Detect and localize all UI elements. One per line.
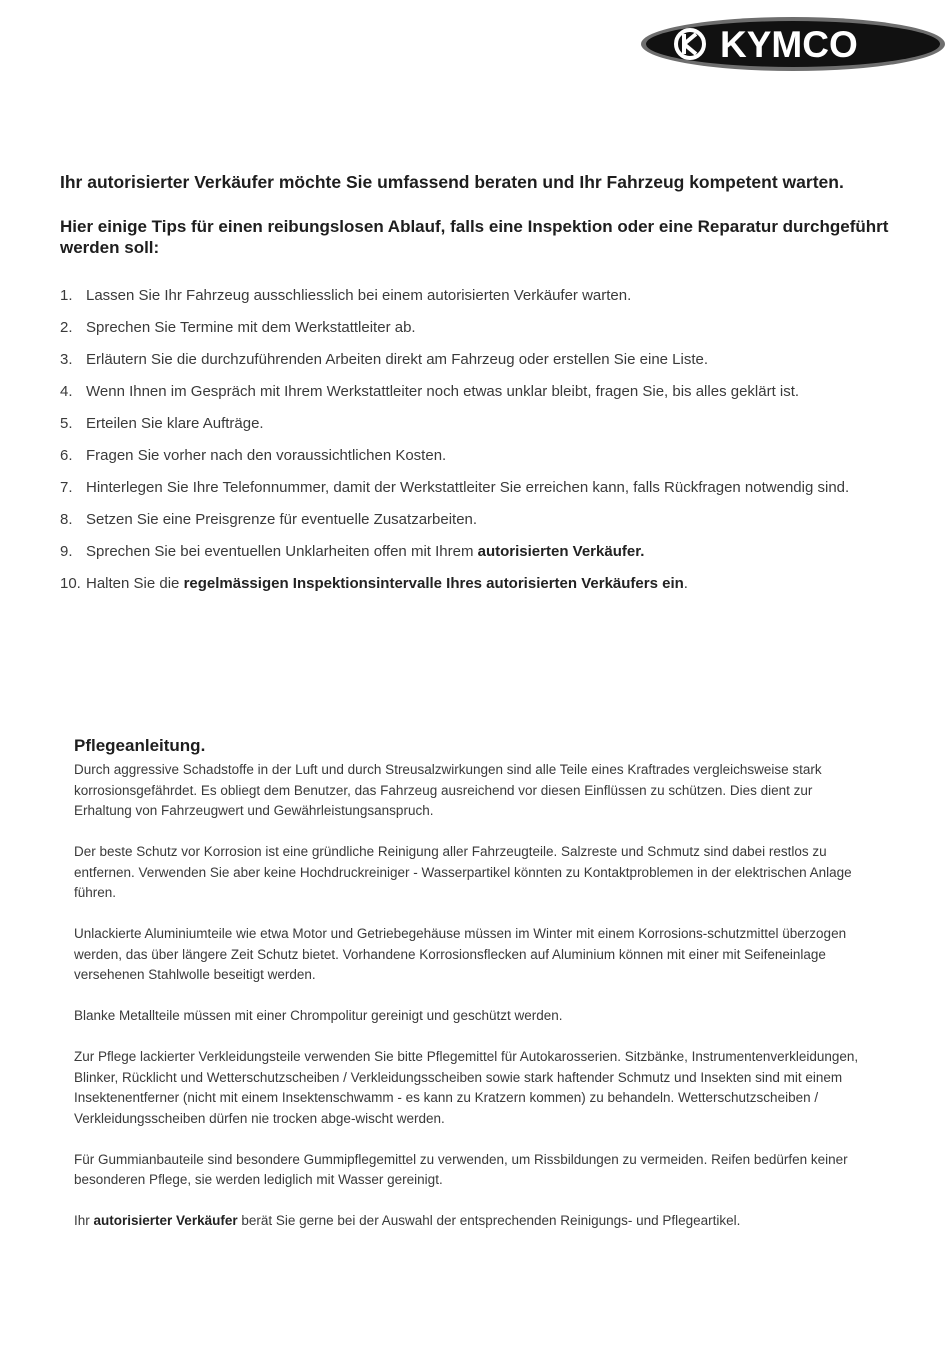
item-text-plain: Halten Sie die xyxy=(86,575,184,592)
care-paragraph xyxy=(74,1211,864,1232)
item-text-plain: . xyxy=(683,575,688,592)
item-text: Erteilen Sie klare Aufträge. xyxy=(86,415,264,432)
list-item xyxy=(60,536,940,568)
care-text-plain: berät Sie gerne bei der Auswahl der entsprechenden Reinigungs- und Pflegeartikel. xyxy=(237,1213,741,1228)
care-title: Pflegeanleitung. xyxy=(74,736,206,755)
item-text xyxy=(86,568,940,600)
item-text-plain: Sprechen Sie bei eventuellen Unklarheiten offen mit Ihrem xyxy=(86,543,478,560)
care-paragraph: Unlackierte Aluminiumteile wie etwa Motor und Getriebegehäuse müssen im Winter mit einem Korrosions-schutzmittel überzogen werden, das über längere Zeit Schutz bietet. Vorhandene Korrosionsflecken auf Aluminium können mit einer mit Seifeneinlage versehenen Stahlwolle beseitigt werden. xyxy=(74,926,847,982)
list-item xyxy=(60,312,940,344)
tips-list xyxy=(60,280,940,600)
kymco-emblem-icon xyxy=(640,16,946,72)
item-text: Sprechen Sie Termine mit dem Werkstattleiter ab. xyxy=(86,319,416,336)
list-item xyxy=(60,568,940,600)
care-paragraph: Blanke Metallteile müssen mit einer Chrompolitur gereinigt und geschützt werden. xyxy=(74,1008,563,1023)
item-number: 8. xyxy=(60,511,73,528)
item-text: Lassen Sie Ihr Fahrzeug ausschliesslich bei einem autorisierten Verkäufer warten. xyxy=(86,287,632,304)
list-item xyxy=(60,280,940,312)
list-item xyxy=(60,472,940,504)
item-number: 5. xyxy=(60,415,73,432)
item-text: Fragen Sie vorher nach den voraussichtlichen Kosten. xyxy=(86,447,447,464)
care-paragraph: Der beste Schutz vor Korrosion ist eine gründliche Reinigung aller Fahrzeugteile. Salzreste und Schmutz sind dabei restlos zu entfernen. Verwenden Sie aber keine Hochdruckreiniger - Wasserpartikel könnten zu Kontaktproblemen in der elektrischen Anlage führen. xyxy=(74,844,852,900)
item-text-bold: autorisierten Verkäufer. xyxy=(477,543,645,560)
intro-heading: Ihr autorisierter Verkäufer möchte Sie umfassend beraten und Ihr Fahrzeug kompetent warten. xyxy=(60,172,844,192)
item-text: Erläutern Sie die durchzuführenden Arbeiten direkt am Fahrzeug oder erstellen Sie eine Liste. xyxy=(86,351,709,368)
care-paragraph: Durch aggressive Schadstoffe in der Luft und durch Streusalzwirkungen sind alle Teile eines Kraftrades vergleichsweise stark korrosionsgefährdet. Es obliegt dem Benutzer, das Fahrzeug ausreichend vor diesen Einflüssen zu schützen. Dies dient zur Erhaltung von Fahrzeugwert und Gewährleistungsanspruch. xyxy=(74,762,822,818)
item-number: 3. xyxy=(60,351,73,368)
item-text: Hinterlegen Sie Ihre Telefonnummer, damit der Werkstattleiter Sie erreichen kann, falls Rückfragen notwendig sind. xyxy=(86,479,850,496)
item-text: Setzen Sie eine Preisgrenze für eventuelle Zusatzarbeiten. xyxy=(86,511,478,528)
list-item xyxy=(60,376,940,408)
item-text xyxy=(86,536,940,568)
item-number: 9. xyxy=(60,543,73,560)
intro-subheading: Hier einige Tips für einen reibungslosen Ablauf, falls eine Inspektion oder eine Reparatur durchgeführt werden soll: xyxy=(60,217,889,257)
care-text-plain: Ihr xyxy=(74,1213,94,1228)
item-text: Wenn Ihnen im Gespräch mit Ihrem Werkstattleiter noch etwas unklar bleibt, fragen Sie, bis alles geklärt ist. xyxy=(86,383,800,400)
item-number: 4. xyxy=(60,383,73,400)
list-item xyxy=(60,440,940,472)
brand-name: KYMCO xyxy=(720,24,858,65)
item-number: 6. xyxy=(60,447,73,464)
care-section xyxy=(74,760,864,1252)
care-paragraph: Zur Pflege lackierter Verkleidungsteile verwenden Sie bitte Pflegemittel für Autokarosserien. Sitzbänke, Instrumentenverkleidungen, Blinker, Rücklicht und Wetterschutzscheiben / Verkleidungsscheiben sowie stark haftender Schmutz und Insekten sind mit einem Insektenentferner (nicht mit einem Insektenschwamm - es kann zu Kratzern kommen) zu behandeln. Wetterschutzscheiben / Verkleidungsscheiben dürfen nie trocken abge-wischt werden. xyxy=(74,1049,859,1126)
list-item xyxy=(60,344,940,376)
item-number: 1. xyxy=(60,287,73,304)
list-item xyxy=(60,408,940,440)
kymco-logo xyxy=(640,16,946,72)
item-text-bold: regelmässigen Inspektionsintervalle Ihres autorisierten Verkäufers ein xyxy=(183,575,684,592)
item-number: 2. xyxy=(60,319,73,336)
list-item xyxy=(60,504,940,536)
item-number: 7. xyxy=(60,479,73,496)
item-number: 10. xyxy=(60,575,81,592)
care-paragraph: Für Gummianbauteile sind besondere Gummipflegemittel zu verwenden, um Rissbildungen zu vermeiden. Reifen bedürfen keiner besonderen Pflege, sie werden lediglich mit Wasser gereinigt. xyxy=(74,1151,848,1187)
care-text-bold: autorisierter Verkäufer xyxy=(93,1213,238,1228)
